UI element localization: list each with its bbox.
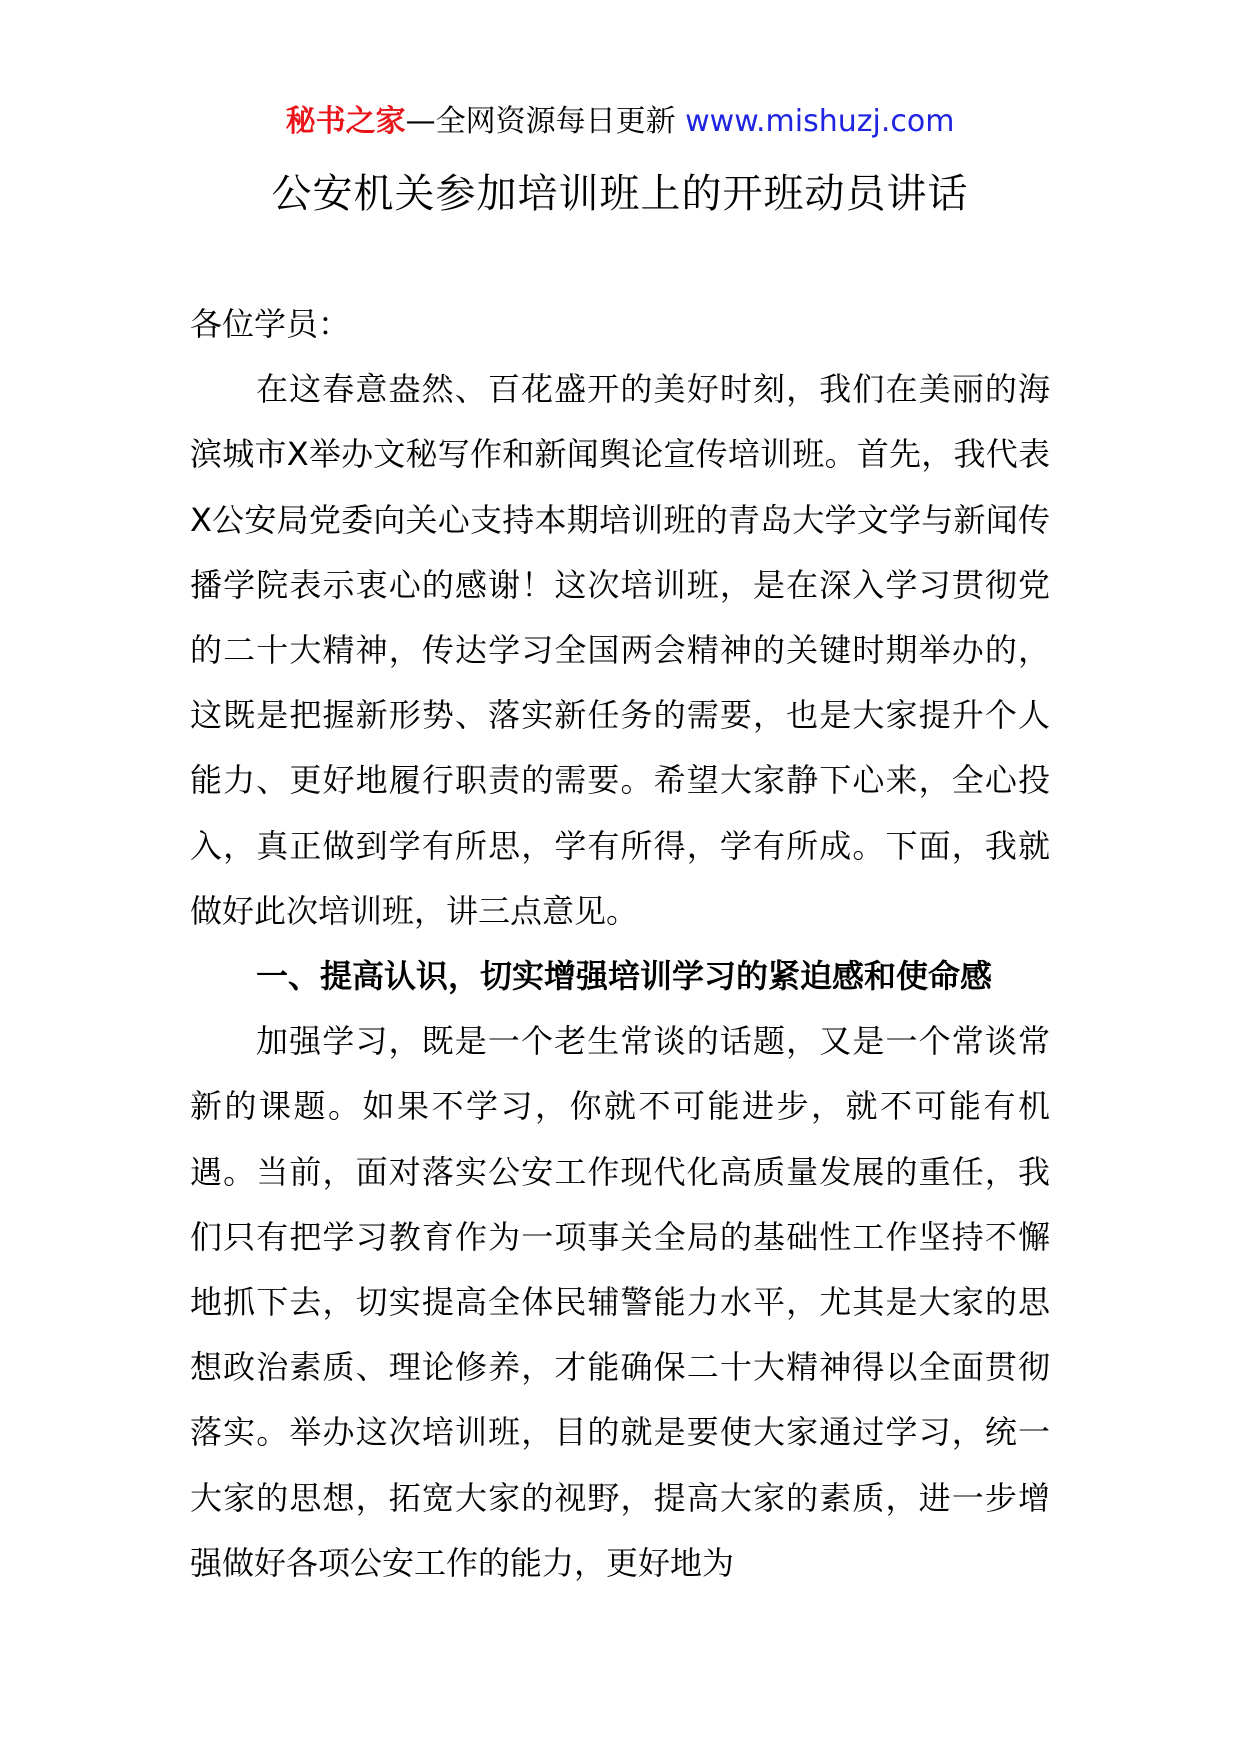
document-title: 公安机关参加培训班上的开班动员讲话 [271, 171, 969, 217]
paragraph-section-1: 加强学习，既是一个老生常谈的话题，又是一个常谈常新的课题。如果不学习，你就不可能进步，就不可能有机遇。当前，面对落实公安工作现代化高质量发展的重任，我们只有把学习教育作为一项事关全局的基础性工作坚持不懈地抓下去，切实提高全体民辅警能力水平，尤其是大家的思想政治素质、理论修养，才能确保二十大精神得以全面贯彻落实。举办这次培训班，目的就是要使大家通过学习，统一大家的思想，拓宽大家的视野，提高大家的素质，进一步增强做好各项公安工作的能力，更好地为 [190, 1022, 1050, 1582]
document-body [190, 292, 1050, 1596]
salutation: 各位学员： [190, 305, 351, 343]
site-banner [0, 100, 1240, 144]
brand-tagline: —全网资源每日更新 [405, 104, 676, 139]
brand-url-link[interactable]: www.mishuzj.com [685, 104, 955, 139]
brand-name: 秘书之家 [285, 104, 406, 139]
section-heading-1: 一、提高认识，切实增强培训学习的紧迫感和使命感 [256, 957, 993, 996]
paragraph-intro: 在这春意盎然、百花盛开的美好时刻，我们在美丽的海滨城市X举办文秘写作和新闻舆论宣传培训班。首先，我代表X公安局党委向关心支持本期培训班的青岛大学文学与新闻传播学院表示衷心的感谢！这次培训班，是在深入学习贯彻党的二十大精神，传达学习全国两会精神的关键时期举办的，这既是把握新形势、落实新任务的需要，也是大家提升个人能力、更好地履行职责的需要。希望大家静下心来，全心投入，真正做到学有所思，学有所得，学有所成。下面，我就做好此次培训班，讲三点意见。 [190, 370, 1050, 930]
